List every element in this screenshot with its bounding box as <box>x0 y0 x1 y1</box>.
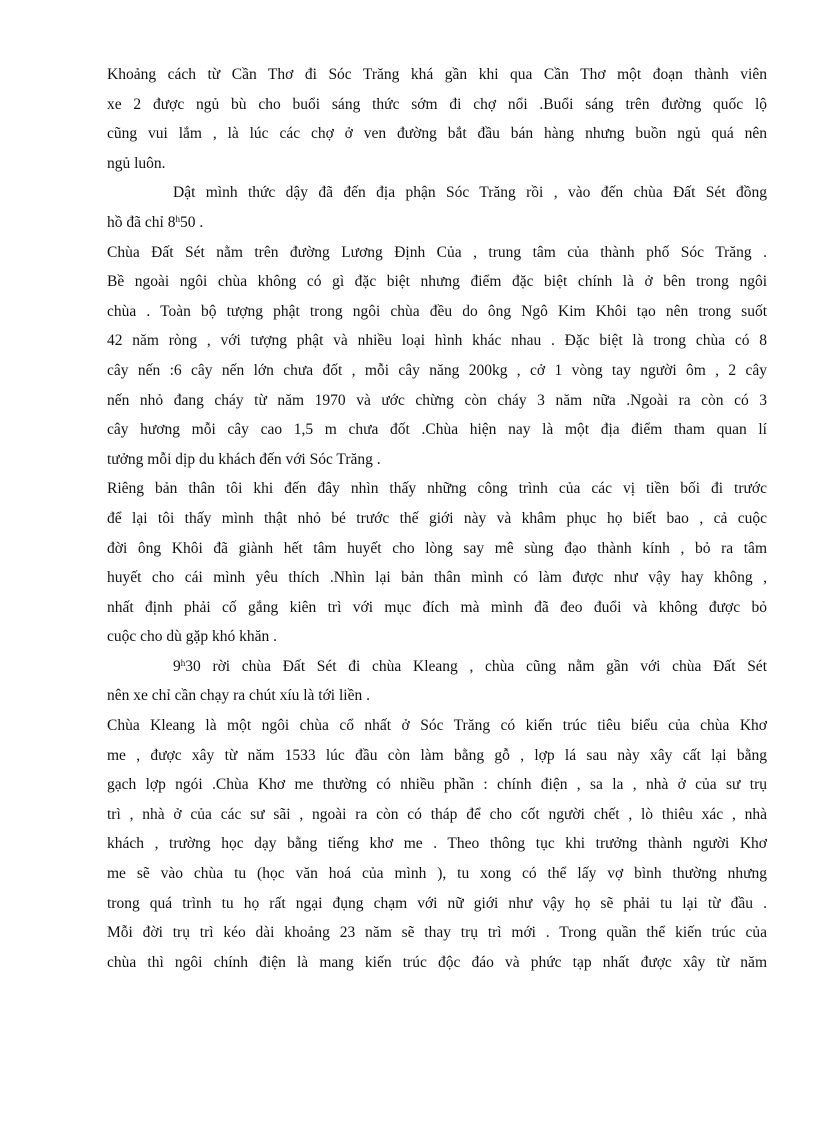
para-departure <box>107 652 767 711</box>
para-reflection <box>107 474 767 652</box>
para-arrival <box>107 178 767 237</box>
text-line: nên xe chỉ cần chạy ra chút xíu là tới liền . <box>107 687 370 705</box>
time-superscript: h <box>175 213 180 224</box>
text-line: cây nến :6 cây nến lớn chưa đốt , mỗi cây năng 200kg , cở 1 vòng tay người ôm , 2 cây <box>107 361 767 379</box>
text-line: cây hương mỗi cây cao 1,5 m chưa đốt .Chùa hiện nay là một địa điểm tham quan lí <box>107 421 767 439</box>
text-line: trì , nhà ở của các sư sãi , ngoài ra còn có tháp để cho cốt người chết , lò thiêu xác , nhà <box>107 805 767 823</box>
text-line: tưởng mỗi dịp du khách đến với Sóc Trăng . <box>107 450 381 468</box>
text-line: xe 2 được ngủ bù cho buổi sáng thức sớm đi chợ nổi .Buổi sáng trên đường quốc lộ <box>107 95 767 113</box>
document-page <box>107 60 767 977</box>
text-line: Chùa Đất Sét nằm trên đường Lương Định Của , trung tâm của thành phố Sóc Trăng . <box>107 243 767 261</box>
text-line: me , được xây từ năm 1533 lúc đầu còn làm bằng gỗ , lợp lá sau này xây cất lại bằng <box>107 746 767 764</box>
text-line: nhất định phải cố gắng kiên trì với mục đích mà mình đã đeo đuổi và không được bỏ <box>107 598 767 616</box>
text-segment: 50 . <box>179 213 204 231</box>
para-chua-kleang <box>107 711 767 977</box>
text-line: Bề ngoài ngôi chùa không có gì đặc biệt nhưng điểm đặc biệt chính là ở bên trong ngôi <box>107 273 767 291</box>
text-line: nến nhỏ đang cháy từ năm 1970 và ước chừng còn cháy 3 năm nữa .Ngoài ra còn có 3 <box>107 391 767 409</box>
text-line-with-time <box>107 208 767 238</box>
text-segment: 30 rời chùa Đất Sét đi chùa Kleang , chùa cũng nằm gần với chùa Đất Sét <box>185 657 767 675</box>
text-line: để lại tôi thấy mình thật nhỏ bé trước thế giới này và khâm phục họ biết bao , cả cuộc <box>107 509 767 527</box>
time-superscript: h <box>180 657 186 668</box>
para-can-tho-to-soc-trang <box>107 60 767 178</box>
text-line: Riêng bản thân tôi khi đến đây nhìn thấy những công trình của các vị tiền bối đi trước <box>107 480 767 498</box>
text-line: 42 năm ròng , với tượng phật và nhiều loại hình khác nhau . Đặc biệt là trong chùa có 8 <box>107 332 767 350</box>
text-line: trong quá trình tu họ rất ngại đụng chạm với nữ giới như vậy họ sẽ phải tu lại từ đầu . <box>107 894 767 912</box>
text-line: chùa . Toàn bộ tượng phật trong ngôi chùa đều do ông Ngô Kim Khôi tạo nên trong suốt <box>107 302 767 320</box>
text-line: chùa thì ngôi chính điện là mang kiến trúc độc đáo và phức tạp nhất được xây từ năm <box>107 953 767 971</box>
text-segment: hồ đã chỉ 8 <box>107 213 176 231</box>
text-line: ngủ luôn. <box>107 154 166 172</box>
text-line: đời ông Khôi đã giành hết tâm huyết cho lòng say mê sùng đạo thành kính , bỏ ra tâm <box>107 539 767 557</box>
text-line: huyết cho cái mình yêu thích .Nhìn lại bản thân mình có làm được như vậy hay không , <box>107 569 767 587</box>
text-segment: 9 <box>173 657 181 675</box>
text-line: Chùa Kleang là một ngôi chùa cổ nhất ở Sóc Trăng có kiến trúc tiêu biểu của chùa Khơ <box>107 717 767 735</box>
text-line: cũng vui lắm , là lúc các chợ ở ven đường bắt đầu bán hàng nhưng buồn ngủ quá nên <box>107 125 767 143</box>
text-line: gạch lợp ngói .Chùa Khơ me thường có nhiều phần : chính điện , sa la , nhà ở của sư trụ <box>107 776 767 794</box>
text-line: Khoảng cách từ Cần Thơ đi Sóc Trăng khá gần khi qua Cần Thơ một đoạn thành viên <box>107 66 767 83</box>
text-line-with-time <box>107 652 767 682</box>
text-line: Mỗi đời trụ trì kéo dài khoảng 23 năm sẽ thay trụ trì mới . Trong quần thể kiến trúc của <box>107 924 767 942</box>
text-line: khách , trường học dạy bằng tiếng khơ me . Theo thông tục khi trưởng thành người Khơ <box>107 835 767 853</box>
text-line: cuộc cho dù gặp khó khăn . <box>107 628 278 646</box>
text-line: Dật mình thức dậy đã đến địa phận Sóc Trăng rồi , vào đến chùa Đất Sét đồng <box>173 184 767 202</box>
text-line: me sẽ vào chùa tu (học văn hoá của mình ), tu xong có thể lấy vợ bình thường nhưng <box>107 865 767 883</box>
para-chua-dat-set <box>107 238 767 475</box>
